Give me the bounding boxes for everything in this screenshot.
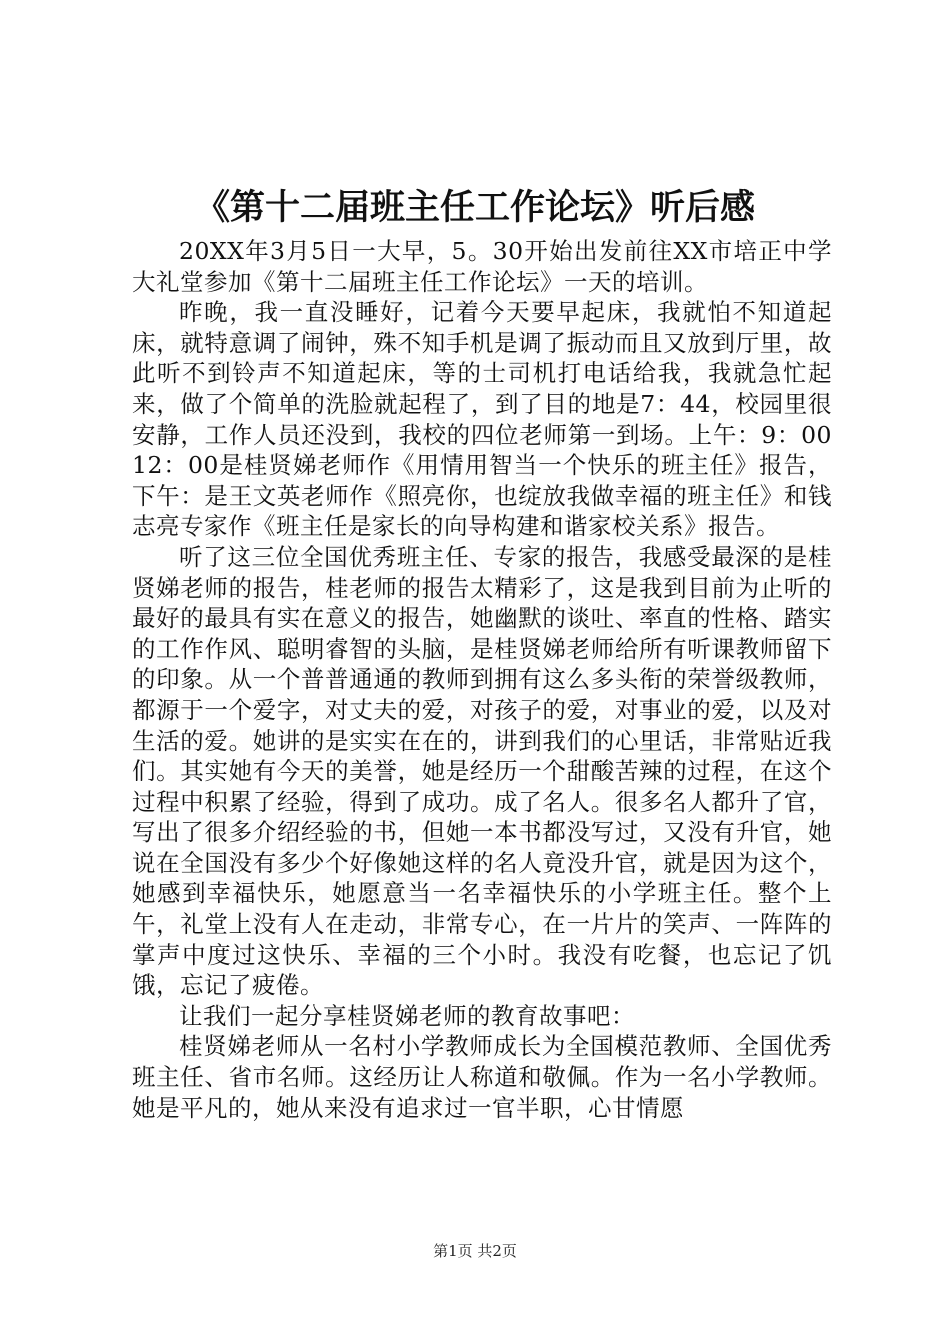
paragraph-2: 昨晚，我一直没睡好，记着今天要早起床，我就怕不知道起床，就特意调了闹钟，殊不知手机是调了振动而且又放到厅里，故此听不到铃声不知道起床，等的士司机打电话给我，我就急忙起来，做了个简单的洗脸就起程了，到了目的地是7：44，校园里很安静，工作人员还没到，我校的四位老师第一到场。上午：9：0012：00是桂贤娣老师作《用情用智当一个快乐的班主任》报告，下午：是王文英老师作《照亮你，也绽放我做幸福的班主任》和钱志亮专家作《班主任是家长的向导构建和谐家校关系》报告。 bbox=[132, 298, 832, 541]
document-title: 《第十二届班主任工作论坛》听后感 bbox=[194, 187, 755, 228]
page-footer: 第1页 共2页 bbox=[433, 1242, 517, 1260]
paragraph-3: 听了这三位全国优秀班主任、专家的报告，我感受最深的是桂贤娣老师的报告，桂老师的报告太精彩了，这是我到目前为止听的最好的最具有实在意义的报告，她幽默的谈吐、率直的性格、踏实的工作作风、聪明睿智的头脑，是桂贤娣老师给所有听课教师留下的印象。从一个普普通通的教师到拥有这么多头衔的荣誉级教师，都源于一个爱字，对丈夫的爱，对孩子的爱，对事业的爱，以及对生活的爱。她讲的是实实在在的，讲到我们的心里话，非常贴近我们。其实她有今天的美誉，她是经历一个甜酸苦辣的过程，在这个过程中积累了经验，得到了成功。成了名人。很多名人都升了官，写出了很多介绍经验的书，但她一本书都没写过，又没有升官，她说在全国没有多少个好像她这样的名人竟没升官，就是因为这个，她感到幸福快乐，她愿意当一名幸福快乐的小学班主任。整个上午，礼堂上没有人在走动，非常专心，在一片片的笑声、一阵阵的掌声中度过这快乐、幸福的三个小时。我没有吃餐，也忘记了饥饿，忘记了疲倦。 bbox=[132, 542, 832, 1000]
paragraph-4: 让我们一起分享桂贤娣老师的教育故事吧： bbox=[179, 1001, 635, 1030]
document-body bbox=[132, 236, 832, 1123]
paragraph-5: 桂贤娣老师从一名村小学教师成长为全国模范教师、全国优秀班主任、省市名师。这经历让人称道和敬佩。作为一名小学教师。她是平凡的，她从来没有追求过一官半职，心甘情愿 bbox=[132, 1032, 832, 1122]
paragraph-1: 20XX年3月5日一大早，5。30开始出发前往XX市培正中学大礼堂参加《第十二届班主任工作论坛》一天的培训。 bbox=[132, 237, 832, 296]
